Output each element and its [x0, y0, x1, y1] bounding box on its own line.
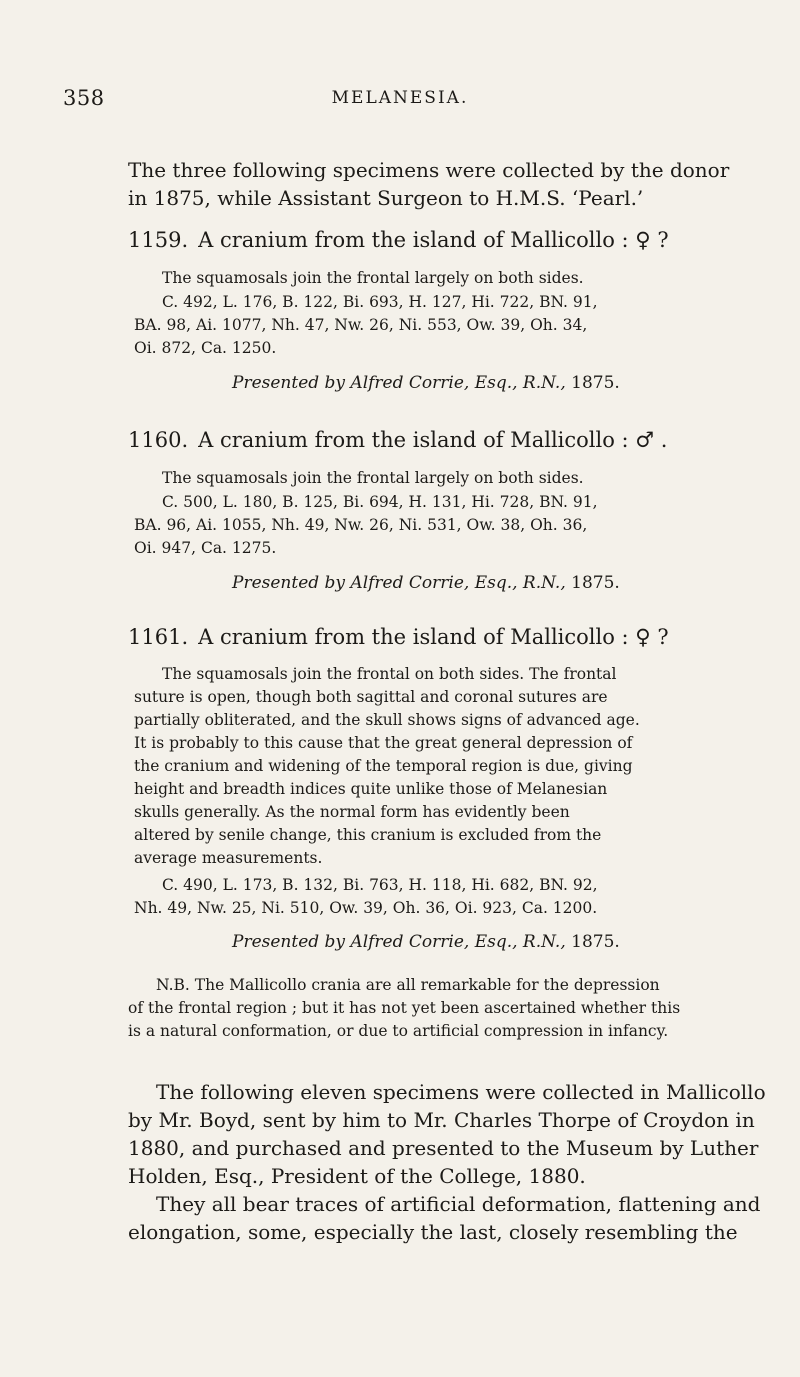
- closing-line: 1880, and purchased and presented to the Museum by Luther: [128, 1136, 759, 1160]
- closing-line: Holden, Esq., President of the College, 1880.: [128, 1164, 586, 1188]
- presented-by: [232, 932, 620, 952]
- entry-measurements: [134, 291, 598, 360]
- measurement-line: Oi. 872, Ca. 1250.: [134, 339, 277, 357]
- description-line: The squamosals join the frontal largely on both sides.: [162, 469, 584, 487]
- intro-line: The three following specimens were collected by the donor: [128, 158, 730, 182]
- description-line: the cranium and widening of the temporal region is due, giving: [134, 757, 633, 775]
- closing-line: The following eleven specimens were collected in Mallicollo: [156, 1080, 766, 1104]
- intro-paragraph: [128, 156, 768, 212]
- description-line: height and breadth indices quite unlike those of Melanesian: [134, 780, 608, 798]
- entry-measurements: [134, 491, 598, 560]
- measurement-line: C. 500, L. 180, B. 125, Bi. 694, H. 131, Hi. 728, BN. 91,: [162, 493, 598, 511]
- description-line: skulls generally. As the normal form has evidently been: [134, 803, 570, 821]
- entry-title: A cranium from the island of Mallicollo : ♀ ?: [198, 228, 669, 252]
- nota-bene-note: [128, 974, 768, 1043]
- closing-line: elongation, some, especially the last, closely resembling the: [128, 1220, 738, 1244]
- measurement-line: Oi. 947, Ca. 1275.: [134, 539, 277, 557]
- description-line: altered by senile change, this cranium is excluded from the: [134, 826, 602, 844]
- measurement-line: BA. 96, Ai. 1055, Nh. 49, Nw. 26, Ni. 531, Ow. 38, Oh. 36,: [134, 516, 588, 534]
- entry-number: 1159.: [128, 228, 189, 252]
- entry-description: [134, 663, 640, 870]
- description-line: partially obliterated, and the skull shows signs of advanced age.: [134, 711, 640, 729]
- entry-measurements: [134, 874, 598, 920]
- description-line: It is probably to this cause that the great general depression of: [134, 734, 633, 752]
- presented-year: 1875.: [571, 573, 620, 593]
- entry-number: 1160.: [128, 428, 189, 452]
- closing-line: They all bear traces of artificial deformation, flattening and: [156, 1192, 761, 1216]
- intro-line: in 1875, while Assistant Surgeon to H.M.S. ‘Pearl.’: [128, 186, 644, 210]
- note-line: N.B. The Mallicollo crania are all remarkable for the depression: [156, 976, 660, 994]
- entry-heading: [128, 625, 669, 649]
- presented-text: Presented by Alfred Corrie, Esq., R.N.,: [232, 932, 566, 952]
- entry-number: 1161.: [128, 625, 189, 649]
- description-line: average measurements.: [134, 849, 323, 867]
- description-line: suture is open, though both sagittal and coronal sutures are: [134, 688, 608, 706]
- note-line: is a natural conformation, or due to artificial compression in infancy.: [128, 1022, 669, 1040]
- entry-description: [162, 267, 584, 290]
- note-line: of the frontal region ; but it has not yet been ascertained whether this: [128, 999, 681, 1017]
- presented-year: 1875.: [571, 932, 620, 952]
- entry-heading: [128, 428, 667, 452]
- running-title: MELANESIA.: [331, 88, 469, 108]
- entry-description: [162, 467, 584, 490]
- closing-line: by Mr. Boyd, sent by him to Mr. Charles Thorpe of Croydon in: [128, 1108, 755, 1132]
- measurement-line: BA. 98, Ai. 1077, Nh. 47, Nw. 26, Ni. 553, Ow. 39, Oh. 34,: [134, 316, 588, 334]
- presented-by: [232, 373, 620, 393]
- entry-title: A cranium from the island of Mallicollo : ♂ .: [198, 428, 668, 452]
- page-number: 358: [63, 86, 105, 110]
- measurement-line: Nh. 49, Nw. 25, Ni. 510, Ow. 39, Oh. 36, Oi. 923, Ca. 1200.: [134, 899, 598, 917]
- description-line: The squamosals join the frontal largely on both sides.: [162, 269, 584, 287]
- measurement-line: C. 492, L. 176, B. 122, Bi. 693, H. 127, Hi. 722, BN. 91,: [162, 293, 598, 311]
- presented-by: [232, 573, 620, 593]
- entry-title: A cranium from the island of Mallicollo : ♀ ?: [198, 625, 669, 649]
- presented-text: Presented by Alfred Corrie, Esq., R.N.,: [232, 573, 566, 593]
- entry-heading: [128, 228, 669, 252]
- description-line: The squamosals join the frontal on both sides. The frontal: [162, 665, 617, 683]
- measurement-line: C. 490, L. 173, B. 132, Bi. 763, H. 118, Hi. 682, BN. 92,: [162, 876, 598, 894]
- presented-text: Presented by Alfred Corrie, Esq., R.N.,: [232, 373, 566, 393]
- presented-year: 1875.: [571, 373, 620, 393]
- closing-paragraph: [128, 1078, 766, 1246]
